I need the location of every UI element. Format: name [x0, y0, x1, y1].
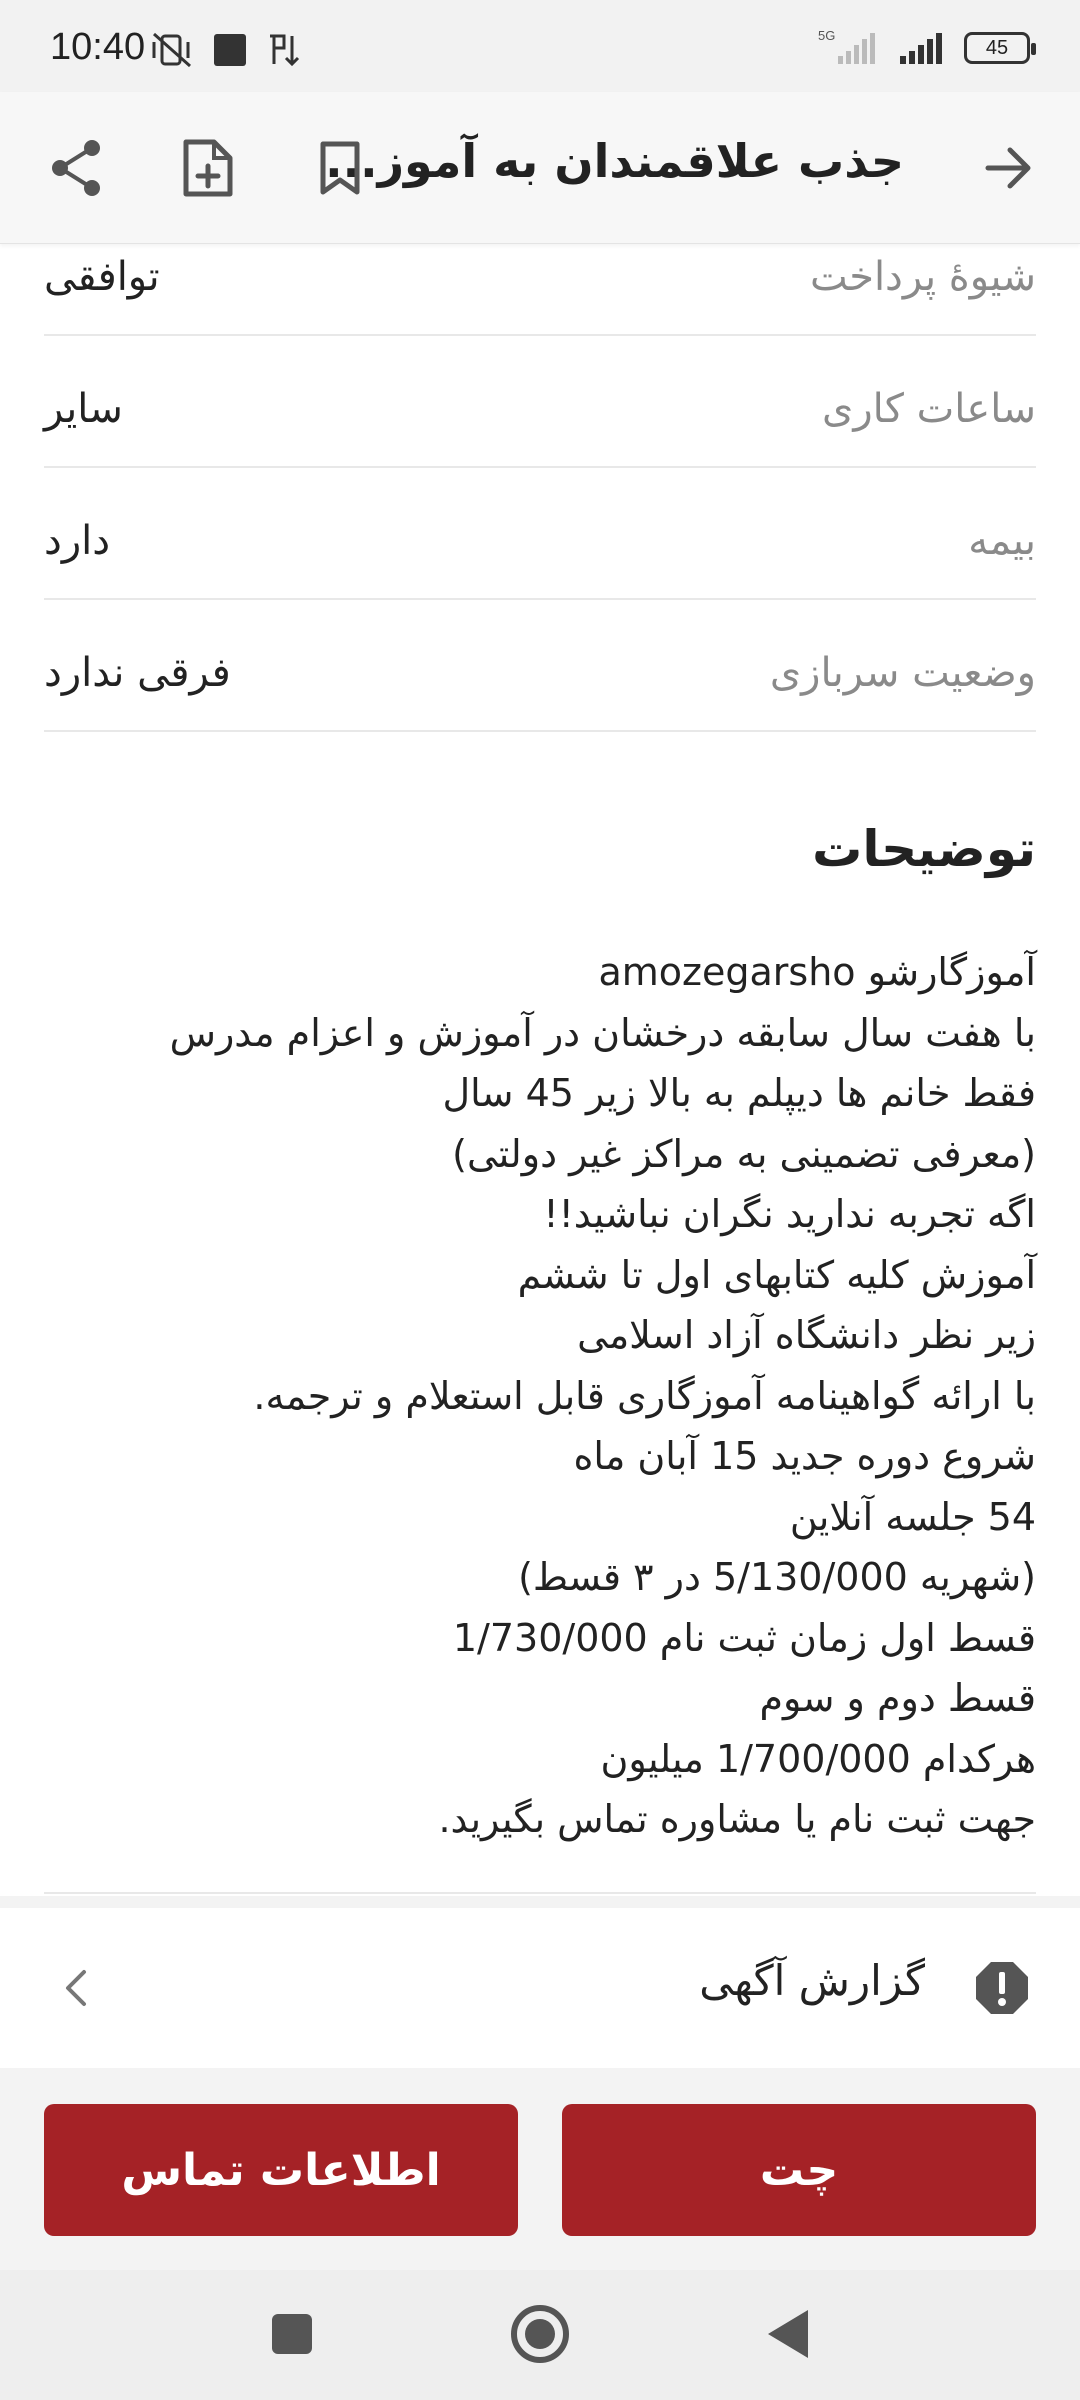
description-body: [44, 942, 1036, 1850]
description-line: قسط دوم و سوم: [759, 1676, 1036, 1720]
description-line: قسط اول زمان ثبت نام 1/730/000: [452, 1615, 1036, 1660]
app-notification-icon: [266, 32, 304, 68]
note-add-icon: [182, 138, 234, 198]
report-ad-row[interactable]: [0, 1908, 1080, 2068]
report-ad-label: گزارش آگهی: [699, 1956, 925, 2005]
chevron-left-icon: [56, 1964, 96, 2012]
page-title: جذب علاقمندان به آموز...: [325, 134, 904, 188]
battery-icon: 45: [964, 32, 1030, 64]
status-time: 10:40: [50, 26, 146, 68]
description-title: توضیحات: [812, 820, 1036, 878]
recents-button[interactable]: [256, 2298, 328, 2370]
recents-square-icon: [268, 2310, 316, 2358]
vibrate-off-icon: [150, 30, 194, 70]
system-nav-bar: [0, 2270, 1080, 2400]
attribute-value: دارد: [44, 518, 111, 564]
report-alert-icon: [974, 1960, 1030, 2016]
status-right-icons: [816, 28, 1030, 68]
description-line: (شهریه 5/130/000 در ۳ قسط): [518, 1555, 1036, 1599]
attribute-value: توافقی: [44, 254, 160, 300]
signal-5g-icon: [816, 28, 880, 68]
attribute-row: [44, 336, 1036, 468]
description-line: هرکدام 1/700/000 میلیون: [600, 1736, 1036, 1781]
description-line: فقط خانم ها دیپلم به بالا زیر 45 سال: [442, 1071, 1036, 1115]
share-button[interactable]: [40, 132, 112, 204]
back-button[interactable]: [972, 132, 1044, 204]
attribute-value: سایر: [44, 386, 123, 432]
attribute-label: بیمه: [968, 518, 1036, 564]
back-nav-button[interactable]: [752, 2298, 824, 2370]
attribute-row: [44, 600, 1036, 732]
description-line: 54 جلسه آنلاین: [789, 1494, 1036, 1539]
attribute-label: شیوهٔ پرداخت: [809, 254, 1036, 300]
description-line: (معرفی تضمینی به مراکز غیر دولتی): [452, 1131, 1036, 1176]
status-left-icons: [150, 30, 304, 70]
home-circle-icon: [508, 2302, 572, 2366]
attribute-row: [44, 468, 1036, 600]
chat-button[interactable]: چت: [562, 2104, 1036, 2236]
description-line: با ارائه گواهینامه آموزگاری قابل استعلام و ترجمه.: [253, 1373, 1036, 1418]
description-line: شروع دوره جدید 15 آبان ماه: [573, 1434, 1036, 1478]
attribute-list: [44, 244, 1036, 732]
contact-info-button[interactable]: اطلاعات تماس: [44, 2104, 518, 2236]
share-icon: [48, 138, 104, 198]
bottom-action-bar: [0, 2068, 1080, 2270]
bookmark-button[interactable]: [304, 132, 376, 204]
home-button[interactable]: [504, 2298, 576, 2370]
attribute-label: وضعیت سربازی: [769, 650, 1036, 696]
bookmark-icon: [315, 140, 365, 196]
signal-icon: [898, 28, 946, 68]
description-line: آموزش کلیه کتابهای اول تا ششم: [517, 1252, 1036, 1297]
network-label: 5G: [818, 28, 836, 43]
divider: [44, 1892, 1036, 1894]
attribute-row: [44, 244, 1036, 336]
attribute-label: ساعات کاری: [822, 386, 1036, 432]
description-line: با هفت سال سابقه درخشان در آموزش و اعزام مدرس: [169, 1010, 1036, 1055]
description-line: جهت ثبت نام یا مشاوره تماس بگیرید.: [438, 1797, 1036, 1841]
back-triangle-icon: [762, 2306, 814, 2362]
app-bar: [0, 92, 1080, 244]
section-separator: [0, 1896, 1080, 1908]
attribute-value: فرقی ندارد: [44, 650, 231, 696]
description-line: آموزگارشو amozegarsho: [598, 950, 1036, 994]
status-bar: [0, 0, 1080, 92]
add-note-button[interactable]: [172, 132, 244, 204]
arrow-back-icon: [980, 140, 1036, 196]
description-line: اگه تجربه ندارید نگران نباشید!!: [543, 1192, 1036, 1236]
description-line: زیر نظر دانشگاه آزاد اسلامی: [577, 1313, 1036, 1357]
notification-square-icon: [212, 32, 248, 68]
